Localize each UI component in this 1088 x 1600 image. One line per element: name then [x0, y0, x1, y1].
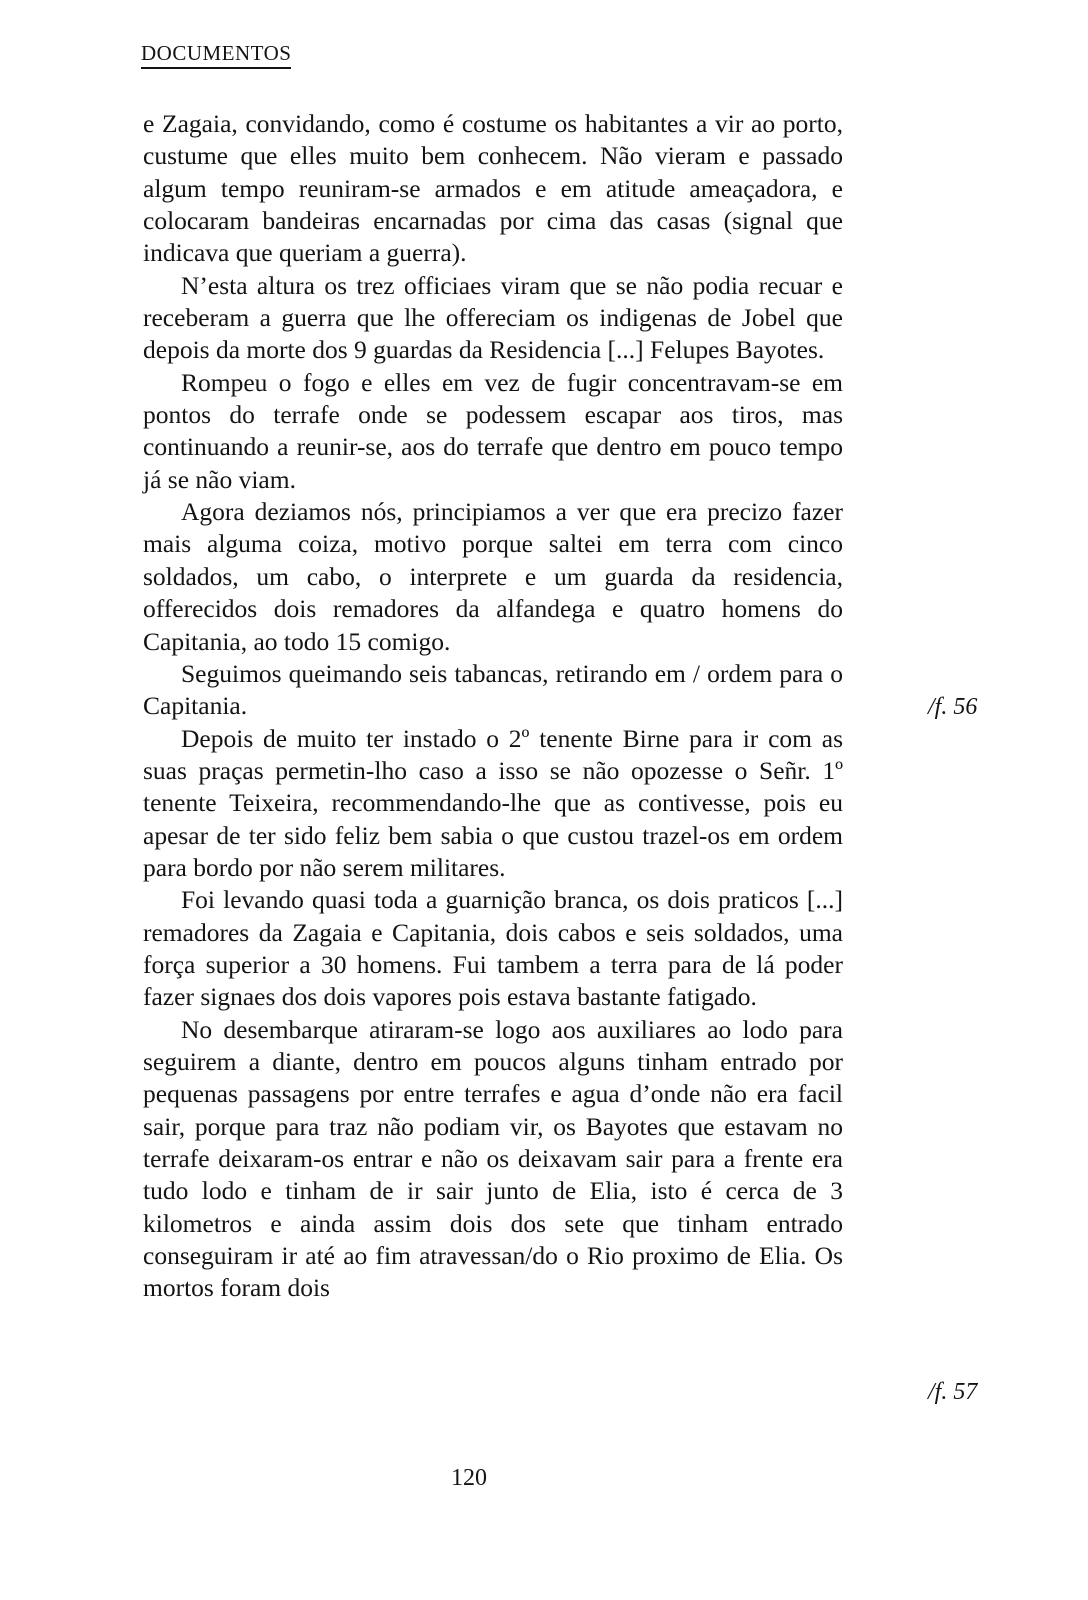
- paragraph: N’esta altura os trez officiaes viram que se não podia recuar e receberam a guerra que lhe offereciam os indigenas de Jobel que depois da morte dos 9 guardas da Residencia [...] Felupes Bayotes.: [143, 270, 843, 365]
- running-header: DOCUMENTOS: [141, 40, 291, 69]
- folio-marker-57: /f. 57: [928, 1379, 978, 1405]
- paragraph: Agora deziamos nós, principiamos a ver que era precizo fazer mais alguma coiza, motivo porque saltei em terra com cinco soldados, um cabo, o interprete e um guarda da residencia, offerecidos dois remadores da alfandega e quatro homens do Capitania, ao todo 15 comigo.: [143, 497, 843, 656]
- paragraph: Seguimos queimando seis tabancas, retirando em / ordem para o Capitania.: [143, 658, 843, 721]
- page-number: 120: [451, 1465, 487, 1491]
- paragraph: Rompeu o fogo e elles em vez de fugir concentravam-se em pontos do terrafe onde se podessem escapar aos tiros, mas continuando a reunir-se, aos do terrafe que dentro em pouco tempo já se não viam.: [143, 367, 843, 494]
- document-body: [143, 108, 843, 1305]
- paragraph: No desembarque atiraram-se logo aos auxiliares ao lodo para seguirem a diante, dentro em poucos alguns tinham entrado por pequenas passagens por entre terrafes e agua d’onde não era facil sair, porque para traz não podiam vir, os Bayotes que estavam no terrafe deixaram-os entrar e não os deixavam sair para a frente era tudo lodo e tinham de ir sair junto de Elia, isto é cerca de 3 kilometros e ainda assim dois dos sete que tinham entrado conseguiram ir até ao fim atravessan/do o Rio proximo de Elia. Os mortos foram dois: [143, 1014, 843, 1303]
- paragraph: Foi levando quasi toda a guarnição branca, os dois praticos [...] remadores da Zagaia e Capitania, dois cabos e seis soldados, uma força superior a 30 homens. Fui tambem a terra para de lá poder fazer signaes dos dois vapores pois estava bastante fatigado.: [143, 885, 843, 1012]
- folio-marker-56: /f. 56: [928, 694, 978, 720]
- paragraph: e Zagaia, convidando, como é costume os habitantes a vir ao porto, custume que elles muito bem conhecem. Não vieram e passado algum tempo reuniram-se armados e em atitude ameaçadora, e colocaram bandeiras encarnadas por cima das casas (signal que indicava que queriam a guerra).: [143, 109, 843, 268]
- paragraph: Depois de muito ter instado o 2º tenente Birne para ir com as suas praças permetin-lho caso a isso se não opozesse o Señr. 1º tenente Teixeira, recommendando-lhe que as contivesse, pois eu apesar de ter sido feliz bem sabia o que custou trazel-os em ordem para bordo por não serem militares.: [143, 723, 843, 882]
